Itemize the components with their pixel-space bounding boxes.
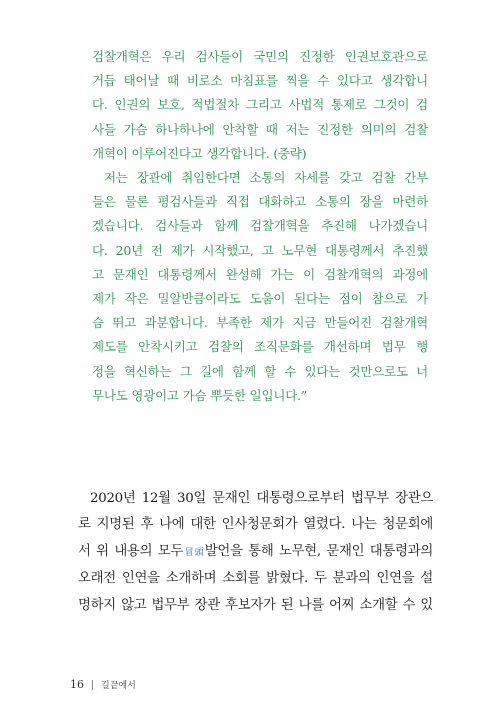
footer-divider <box>92 680 93 690</box>
quote-line: 다. 인권의 보호, 적법절차 그리고 사법적 통제로 그것이 검 <box>92 97 428 113</box>
page-footer <box>70 678 136 691</box>
quoted-statement <box>92 45 428 408</box>
hanja-annotation: 冒頭 <box>183 547 205 558</box>
quote-line: 저는 장관에 취임한다면 소통의 자세를 갖고 검찰 간부 <box>104 170 428 186</box>
quote-line: 무나도 영광이고 가슴 뿌듯한 일입니다.” <box>92 387 308 403</box>
body-line: 2020년 12월 30일 문재인 대통령으로부터 법무부 장관으 <box>90 491 433 506</box>
quote-line: 거듭 태어날 때 비로소 마침표를 찍을 수 있다고 생각합니 <box>92 73 428 89</box>
quote-line: 정을 혁신하는 그 길에 함께 할 수 있다는 것만으로도 너 <box>92 363 428 379</box>
running-title: 길끝에서 <box>101 681 136 691</box>
quote-line: 겠습니다. 검사들과 함께 검찰개혁을 추진해 나가겠습니 <box>92 218 428 234</box>
quote-line: 제도를 안착시키고 검찰의 조직문화를 개선하며 법무 행 <box>92 339 428 355</box>
quote-line: 다. 20년 전 제가 시작했고, 고 노무현 대통령께서 추진했 <box>92 242 428 258</box>
quote-line: 제가 작은 밀알반큼이라도 도움이 된다는 점이 참으로 가 <box>92 291 428 307</box>
quote-line: 검찰개혁은 우리 검사들이 국민의 진정한 인권보호관으로 <box>92 49 428 64</box>
quote-line: 고 문재인 대통령께서 완성해 가는 이 검찰개혁의 과정에 <box>92 266 428 282</box>
body-line: 로 지명된 후 나에 대한 인사청문회가 열렸다. 나는 청문회에 <box>78 517 433 533</box>
quote-line: 개혁이 이루어진다고 생각합니다. (중략) <box>92 145 307 161</box>
quote-line: 들은 물론 평검사들과 직접 대화하고 소통의 장을 마련하 <box>92 194 428 210</box>
quote-line: 슴 뛰고 과분합니다. 부족한 제가 지금 만들어진 검찰개혁 <box>92 315 428 331</box>
body-paragraph <box>78 486 433 619</box>
body-line: 오래전 인연을 소개하며 소회를 밝혔다. 두 분과의 인연을 설 <box>78 571 433 587</box>
body-line: 서 위 내용의 모두冒頭발언을 통해 노무현, 문재인 대통령과의 <box>78 543 433 559</box>
body-line: 명하지 않고 법무부 장관 후보자가 된 나를 어찌 소개할 수 있 <box>78 597 433 613</box>
quote-line: 사들 가슴 하나하나에 안착할 때 저는 진정한 의미의 검찰 <box>92 121 428 137</box>
page-number: 16 <box>70 678 84 691</box>
